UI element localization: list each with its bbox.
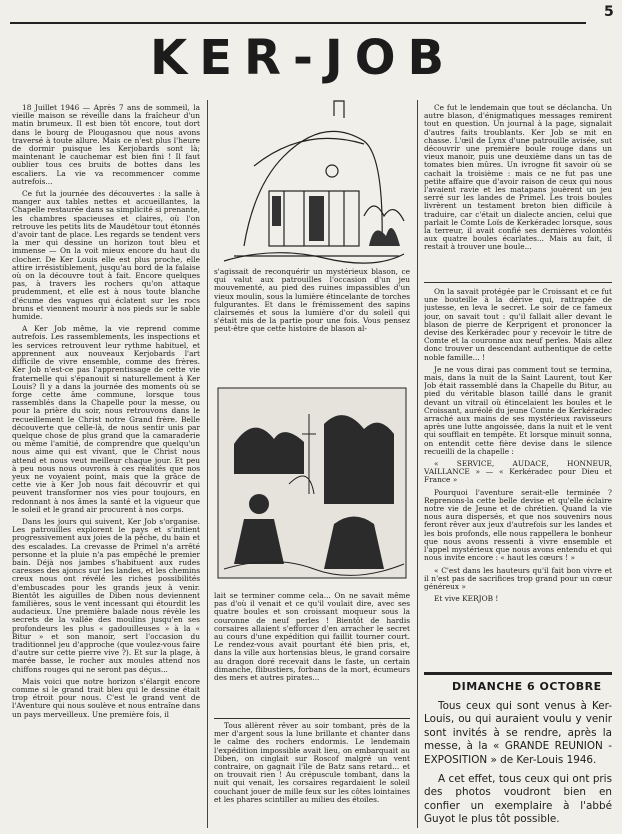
column-3-middle [424,288,612,668]
paragraph: Tous allèrent rêver au soir tombant, près de la mer d'argent sous la lune brillante et chanter dans le calme des rochers endormis. Le lendemain l'expédition impossible avait lieu, on embarquait au Diben, on cinglait sur Roscof malgré un vent contraire, on gagnait l'île de Batz sans retard... et on trouvait rien ! Au crépuscule tombant, dans la nuit qui venait, les corsaires regardaient le soleil couchant jouer de mille feux sur les côtes lointaines et les phares scintiller au milieu des étoiles. [214,722,410,804]
column-rule [207,100,208,828]
paragraph: Je ne vous dirai pas comment tout se termina, mais, dans la nuit de la Saint Laurent, tout Ker Job était rassemblé dans la Chapelle du Bitur, au pied du véritable blason taillé dans le granit devant un vitrail où étincelaient les boules et le Croissant, auréolé du jeune Comte de Kerkéradec arraché aux mains de ses mystérieux ravisseurs après une lutte angoissée, dans la nuit et le vent qui soufflait en tempête. Et lorsque minuit sonna, on entendit cette fière devise dans le silence recueilli de la chapelle : [424,364,612,456]
page-number: 5 [604,4,614,20]
announcement-body [424,700,612,832]
section-rule [214,718,410,719]
top-rule [10,22,586,24]
column-rule [417,100,418,828]
page-title: KER-JOB [150,30,457,86]
column-2-bottom [214,722,410,830]
paragraph: Ce fut la journée des découvertes : la salle à manger aux tables nettes et accueillantes, la Chapelle restaurée dans sa simplicité si prenante, les chambres spacieuses et claires, où l'on retrouve les petits lits de Maudétour tout étonnés d'avoir tant de place. Les regards se tendent vers la mer qui dessine un horizon tout bleu et immense — On la voit mieux encore du haut du clocher. De Ker Louis elle est plus proche, elle attire irrésistiblement, jusqu'au bord de la falaise où on la découvre tout à fait. Encore quelques pas, à travers les rochers qu'on attaque prudemment, et elle est à nous toute blanche d'écume des vagues qui éclatent sur les rocs bruns et viennent mourir à nos pieds sur le sable humide. [12,189,200,322]
announcement-rule [424,672,612,675]
column-1 [12,104,200,829]
paragraph: On la savait protégée par le Croissant et ce fut une bouteille à la dérive qui, rattrapée de justesse, en leva le secret. Le soir de ce fameux jour, on savait tout : qu'il fallait aller devant le blason de pierre de Kerprigent et prononcer la devise des Kerkéradec pour y recevoir le titre de Comte et la couronne aux neuf perles. Mais allez donc trouver un descendant authentique de cette noble famille... ! [424,288,612,362]
paragraph: s'agissait de reconquérir un mystérieux blason, ce qui valut aux patrouilles l'occasion d'un jeu mouvementé, au pied des ruines impassibles d'un vieux moulin, sous la lumière étincelante de torches fulgurantes. Et dans le frémissement des sapins clairsemés et sous la lumière d'or du soleil qui s'était mis de la partie pour une fois. Vous pensez peut-être que cette histoire de blason al- [214,268,410,334]
masthead [150,26,457,90]
paragraph: Dans les jours qui suivent, Ker Job s'organise. Les patrouilles explorent le pays et s'initient progressivement aux joies de la pêche, du bain et des escalades. La crevasse de Primel n'a arrêté personne et la pluie n'a pas empêché le premier bain. Déjà nos jambes s'habituent aux rudes caresses des ajoncs sur les landes, et les chemins creux nous ont révélé les riches possibilités d'embuscades pour les grands jeux à venir. Bientôt les aiguilles de Diben nous deviennent familières, sous le vent incessant qui étourdit les audacieux. Une première balade nous révèle les secrets de la vallée des moulins jusqu'en ses profondeurs les plus « gadouilleuses » à la « Bitur » et son manoir, sert l'occasion du traditionnel jeu d'approche (que voulez-vous faire d'autre sur cette pierre vive ?). Et sur la plage, à marée basse, le rocher aux moules attend nos chiffons rouges qui ne seront pas déçus... [12,516,200,674]
paragraph: 18 Juillet 1946 — Après 7 ans de sommeil, la vieille maison se réveille dans la fraîcheur d'un matin brumeux. Il est bien tôt encore, tout dort dans le bourg de Plougasnou que nous avons traversé à toute allure. Mais ce n'est plus l'heure de dormir puisque les Kerjobards sont là; maintenant le cauchemar est bien fini ! Il faut oublier tous ces bruits de bottes dans les escaliers. La vie va recommencer comme autrefois... [12,104,200,186]
corsair-scene-illustration [214,384,410,584]
paragraph: Pourquoi l'aventure serait-elle terminée ? Reprenons-la cette belle devise et qu'elle éclaire notre vie de Jeune et de chrétien. Quand la vie nous aura dispersés, et que nos souvenirs nous feront rêver aux jeux d'autrefois sur les landes et les bois profonds, elle nous rappellera le bonheur que nous avons ressenti à vivre ensemble et l'appel mystérieux que nous avons entendu et qui nous invite encore : « haut les cœurs ! » [424,487,612,563]
paragraph: Mais voici que notre horizon s'élargit encore comme si le grand trait bleu qui le dessine était trop étroit pour nous. C'est le grand vent de l'Aventure qui nous soulève et nous entraîne dans un pays merveilleux. Une première fois, il [12,676,200,719]
paragraph: lait se terminer comme cela... On ne savait même pas d'où il venait et ce qu'il voulait dire, avec ses quatre boules et son croissant moqueur sous la couronne de neuf perles ! Bientôt de hardis corsaires allaient s'efforcer d'en arracher le secret au cours d'une expédition qui faillit tourner court. Le rendez-vous avait pourtant été bien pris, et, dans la ville aux hortensias bleus, le grand corsaire au dragon doré recevait dans le faste, un certain dimanche, flibustiers, forbans de la mort, écumeurs des mers et autres pirates... [214,592,410,683]
paragraph: Ce fut le lendemain que tout se déclancha. Un autre blason, d'énigmatiques messages remirent tout en question. Un journal à la page, signalait d'autres faits troublants. Ker Job se mit en chasse. L'œil de Lynx d'une patrouille avisée, sut découvrir une première boule rouge dans un vieux manoir, puis une deuxième dans un tas de tomates bien mûres. Un ivrogne fit savoir où se cachait la troisième : mais ce ne fut pas une petite affaire que d'avoir raison de ceux qui nous l'avaient ravie et les matapans jouèrent un jeu serré sur les landes de Primel. Les trois boules livrèrent un testament breton bien difficile à traduire, car c'était un dialecte ancien, celui que parlait le Comte Loïs de Kerkéradec lorsque, sous la terreur, il avait confié ses dernières volontés aux quatre boules écarlates... Mais au fait, il restait à trouver une boule... [424,104,612,252]
motto: « SERVICE, AUDACE, HONNEUR, VAILLANCE » — « Kerkéradec pour Dieu et France » [424,459,612,485]
quote: « C'est dans les hauteurs qu'il fait bon vivre et il n'est pas de sacrifices trop grand pour un cœur généreux » [424,565,612,591]
paragraph: Tous ceux qui sont venus à Ker-Louis, ou qui auraient voulu y venir sont invités à se rendre, après la messe, à la « GRANDE REUNION - EXPOSITION » de Ker-Louis 1946. [424,700,612,766]
announcement-heading: DIMANCHE 6 OCTOBRE [452,680,602,693]
column-2-top [214,268,410,380]
column-3-top [424,104,612,280]
column-2-middle [214,592,410,717]
house-illustration [214,96,414,266]
paragraph: A cet effet, tous ceux qui ont pris des photos voudront bien en confier un exemplaire à l'abbé Guyot le plus tôt possible. [424,773,612,826]
signoff: Et vive KERJOB ! [434,594,499,604]
paragraph: A Ker Job même, la vie reprend comme autrefois. Les rassemblements, les inspections et les services retrouvent leur rythme habituel, et apprennent aux nouveaux Kerjobards l'art difficile de vivre ensemble, comme des frères. Ker Job n'est-ce pas l'apprentissage de cette vie fraternelle qui s'épanouit si naturellement à Ker Louis? Il y a dans la journée des moments où se forge cette âme commune, lorsque tous rassemblés dans la Chapelle pour la messe, ou pour la prière du soir, nous retrouvons dans le recueillement le Christ notre Grand frère. Belle découverte que celle-là, de nous sentir unis par quelque chose de plus grand que la camaraderie ou même l'amitié, de comprendre que quelqu'un nous aime qui est vivant, que le Christ nous attend et nous veut meilleur chaque jour. Et peu à peu nous nous ouvrons à ces réalités que nos yeux ne voyaient point, mais que la grâce de cette vie à Ker Job nous fait découvrir et qui peuvent transformer nos vies pour toujours, en redonnant à nos âmes la santé et la vigueur que le soleil et le grand air procurent à nos corps. [12,324,200,514]
section-rule [424,282,612,283]
